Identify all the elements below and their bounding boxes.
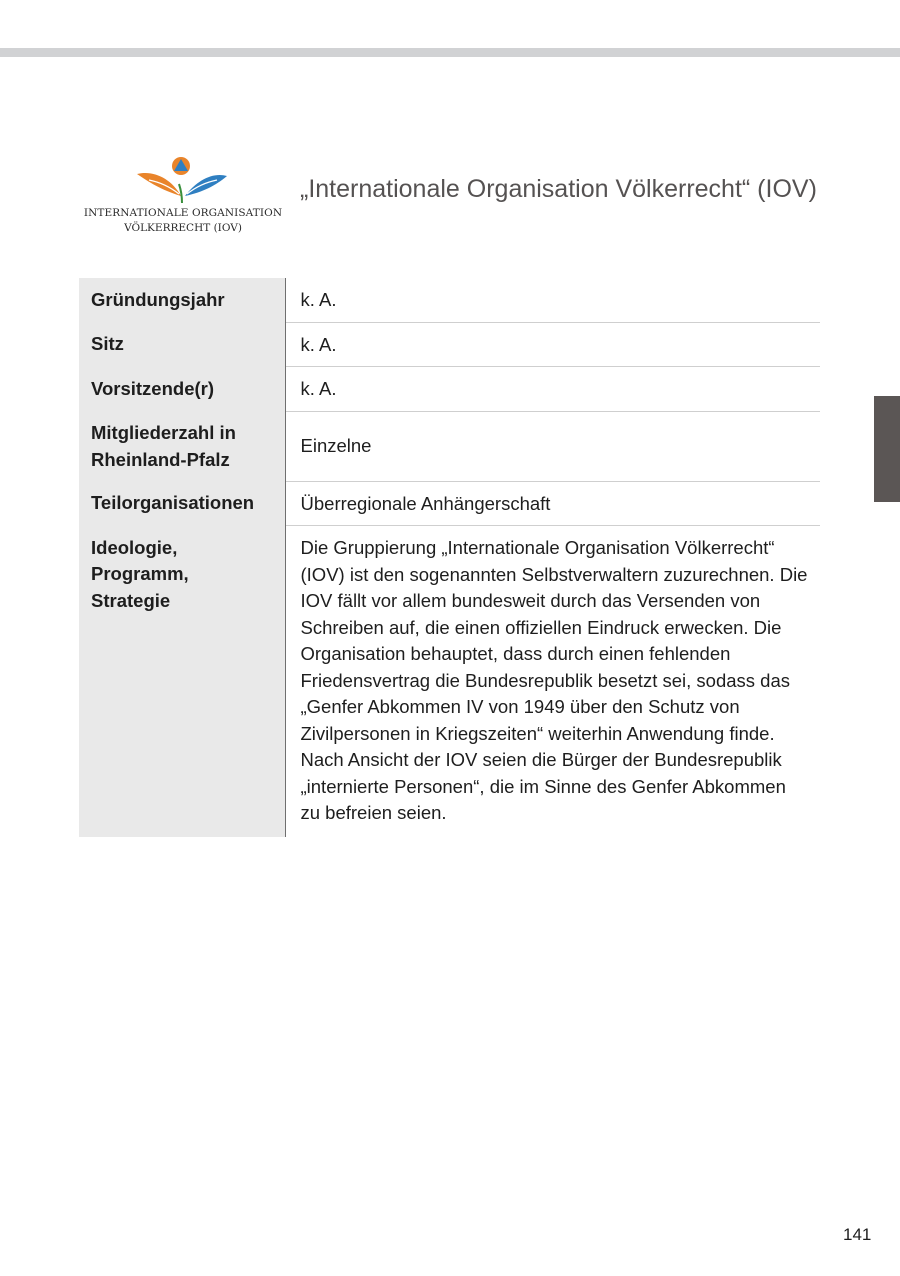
row-value-seat: k. A.	[285, 322, 820, 367]
row-value-founding-year: k. A.	[285, 278, 820, 322]
table-row	[79, 526, 820, 837]
page-title: „Internationale Organisation Völkerrecht“ (IOV)	[300, 175, 817, 203]
table-row	[79, 278, 820, 322]
page-number: 141	[843, 1225, 872, 1244]
row-label-suborganisations: Teilorganisationen	[79, 481, 285, 526]
iov-logo	[79, 152, 287, 240]
row-value-chair: k. A.	[285, 367, 820, 412]
row-value-ideology: Die Gruppierung „Internationale Organisation Völkerrecht“ (IOV) ist den sogenannten Selbstverwaltern zuzurechnen. Die IOV fällt vor allem bundesweit durch das Versenden von Schreiben auf, die einen offiziellen Eindruck erwecken. Die Organisation behauptet, dass durch einen fehlenden Friedensvertrag die Bundesrepublik besetzt sei, sodass das „Genfer Abkommen IV von 1949 über den Schutz von Zivilpersonen in Kriegszeiten“ weiterhin Anwendung finde. Nach Ansicht der IOV seien die Bürger der Bundesrepublik „internierte Personen“, die im Sinne des Genfer Abkommen zu befreien seien.	[300, 537, 808, 823]
leaves-icon	[135, 156, 231, 204]
row-label-ideology: Ideologie, Programm, Strategie	[79, 526, 285, 837]
header-rule	[0, 48, 900, 57]
row-label-chair: Vorsitzende(r)	[79, 367, 285, 412]
row-value-suborganisations: Überregionale Anhängerschaft	[285, 481, 820, 526]
logo-text-line1: INTERNATIONALE ORGANISATION	[83, 207, 283, 219]
table-row	[79, 481, 820, 526]
row-value-member-count: Einzelne	[285, 411, 820, 481]
chapter-tab-marker	[874, 396, 900, 502]
table-row	[79, 411, 820, 481]
info-table	[79, 278, 820, 837]
row-label-founding-year: Gründungsjahr	[79, 278, 285, 322]
logo-text-line2: VÖLKERRECHT (IOV)	[124, 222, 242, 234]
table-row	[79, 367, 820, 412]
table-row	[79, 322, 820, 367]
row-label-member-count: Mitgliederzahl in Rheinland-Pfalz	[79, 411, 285, 481]
row-label-seat: Sitz	[79, 322, 285, 367]
